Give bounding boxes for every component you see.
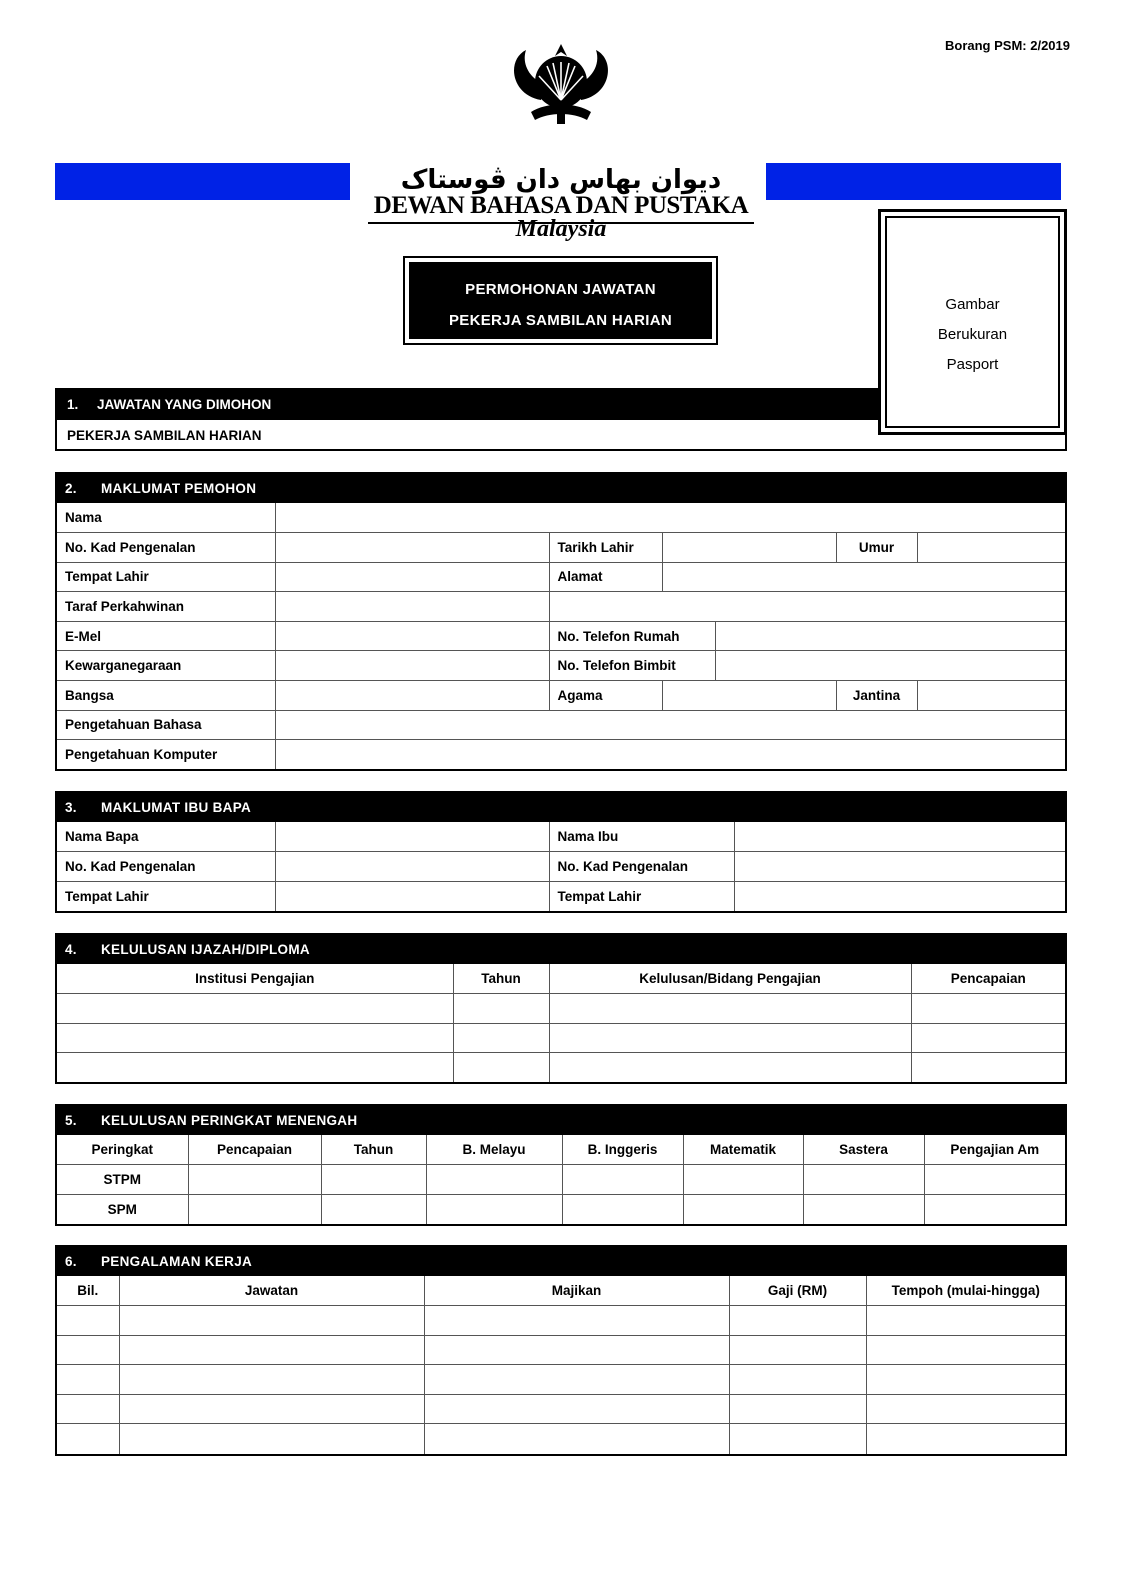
form-title-box <box>403 256 718 345</box>
cell[interactable] <box>119 1365 424 1395</box>
table-row <box>57 1194 1065 1224</box>
section-6-pengalaman <box>55 1245 1067 1456</box>
table-row <box>57 994 1065 1024</box>
photo-box[interactable] <box>878 209 1067 435</box>
label-tel-bimbit: No. Telefon Bimbit <box>549 651 715 681</box>
section-3-title: MAKLUMAT IBU BAPA <box>101 800 252 815</box>
form-title-line1: PERMOHONAN JAWATAN <box>465 281 656 298</box>
table-row <box>57 1365 1065 1395</box>
cell[interactable] <box>453 1023 549 1053</box>
cell[interactable] <box>803 1165 924 1195</box>
cell[interactable] <box>424 1306 729 1336</box>
section-4-ijazah <box>55 933 1067 1084</box>
cell[interactable] <box>424 1424 729 1454</box>
form-title-line2: PEKERJA SAMBILAN HARIAN <box>448 312 673 329</box>
row-label-stpm: STPM <box>57 1165 188 1195</box>
field-taraf[interactable] <box>275 592 549 622</box>
cell[interactable] <box>549 994 911 1024</box>
table-row <box>57 1424 1065 1454</box>
logo-jawi-text: ديوان بهاس دان ڤوستاک <box>400 165 722 195</box>
cell[interactable] <box>57 1394 119 1424</box>
left-blue-bar <box>55 163 350 200</box>
cell[interactable] <box>924 1165 1065 1195</box>
section-6-header <box>57 1247 1065 1276</box>
label-kewarganegaraan: Kewarganegaraan <box>57 651 275 681</box>
section-3-number: 3. <box>65 800 77 815</box>
cell[interactable] <box>426 1194 562 1224</box>
label-nama-bapa: Nama Bapa <box>57 822 275 852</box>
logo-sub-text: Malaysia <box>515 216 607 242</box>
label-alamat: Alamat <box>549 562 662 592</box>
col-peringkat: Peringkat <box>57 1135 188 1165</box>
cell[interactable] <box>453 994 549 1024</box>
col-matematik: Matematik <box>683 1135 803 1165</box>
cell[interactable] <box>866 1306 1065 1336</box>
cell[interactable] <box>729 1424 866 1454</box>
section-1-title: JAWATAN YANG DIMOHON <box>97 397 272 412</box>
cell[interactable] <box>729 1394 866 1424</box>
field-tel-rumah[interactable] <box>715 621 1065 651</box>
section-2-maklumat-pemohon <box>55 472 1067 771</box>
cell[interactable] <box>729 1335 866 1365</box>
table-row <box>57 1023 1065 1053</box>
cell[interactable] <box>424 1365 729 1395</box>
col-bil: Bil. <box>57 1276 119 1306</box>
table-row <box>57 1306 1065 1336</box>
label-tempat-lahir: Tempat Lahir <box>57 562 275 592</box>
cell[interactable] <box>866 1335 1065 1365</box>
cell[interactable] <box>911 1023 1065 1053</box>
field-ic[interactable] <box>275 533 549 563</box>
cell[interactable] <box>424 1394 729 1424</box>
photo-label-1: Gambar <box>945 296 1000 313</box>
cell[interactable] <box>57 994 453 1024</box>
label-tl-bapa: Tempat Lahir <box>57 881 275 911</box>
emblem-icon <box>501 40 621 135</box>
field-kewarganegaraan[interactable] <box>275 651 549 681</box>
cell[interactable] <box>119 1424 424 1454</box>
col-tempoh: Tempoh (mulai-hingga) <box>866 1276 1065 1306</box>
cell[interactable] <box>321 1194 426 1224</box>
label-nama: Nama <box>57 503 275 533</box>
cell[interactable] <box>683 1194 803 1224</box>
field-emel[interactable] <box>275 621 549 651</box>
section-5-header <box>57 1106 1065 1135</box>
cell[interactable] <box>57 1023 453 1053</box>
logo-name-text: DEWAN BAHASA DAN PUSTAKA <box>373 192 749 219</box>
cell[interactable] <box>803 1194 924 1224</box>
label-umur: Umur <box>836 533 917 563</box>
experience-table <box>57 1276 1065 1454</box>
cell[interactable] <box>57 1335 119 1365</box>
section-3-header <box>57 793 1065 822</box>
jawatan-value: PEKERJA SAMBILAN HARIAN <box>67 428 262 443</box>
field-alamat[interactable] <box>662 562 1065 592</box>
cell[interactable] <box>119 1306 424 1336</box>
col-gaji: Gaji (RM) <box>729 1276 866 1306</box>
col-pengajian-am: Pengajian Am <box>924 1135 1065 1165</box>
cell[interactable] <box>426 1165 562 1195</box>
section-4-header <box>57 935 1065 964</box>
applicant-table <box>57 503 1065 769</box>
section-6-number: 6. <box>65 1254 77 1269</box>
field-umur[interactable] <box>917 533 1065 563</box>
field-tl-bapa[interactable] <box>275 881 549 911</box>
row-label-spm: SPM <box>57 1194 188 1224</box>
section-5-title: KELULUSAN PERINGKAT MENENGAH <box>101 1113 358 1128</box>
section-4-title: KELULUSAN IJAZAH/DIPLOMA <box>101 942 310 957</box>
cell[interactable] <box>562 1194 683 1224</box>
col-binggeris: B. Inggeris <box>562 1135 683 1165</box>
table-row <box>57 1394 1065 1424</box>
form-code: Borang PSM: 2/2019 <box>945 38 1070 53</box>
cell[interactable] <box>549 1053 911 1083</box>
field-nama-ibu[interactable] <box>734 822 1065 852</box>
label-tarikh-lahir: Tarikh Lahir <box>549 533 662 563</box>
label-bahasa: Pengetahuan Bahasa <box>57 710 275 740</box>
cell[interactable] <box>866 1365 1065 1395</box>
field-tempat-lahir[interactable] <box>275 562 549 592</box>
cell[interactable] <box>683 1165 803 1195</box>
section-6-title: PENGALAMAN KERJA <box>101 1254 253 1269</box>
col-sastera: Sastera <box>803 1135 924 1165</box>
label-komputer: Pengetahuan Komputer <box>57 740 275 770</box>
label-nama-ibu: Nama Ibu <box>549 822 734 852</box>
photo-label-3: Pasport <box>946 356 999 373</box>
label-tel-rumah: No. Telefon Rumah <box>549 621 715 651</box>
col-institusi: Institusi Pengajian <box>57 964 453 994</box>
cell[interactable] <box>57 1306 119 1336</box>
section-5-menengah <box>55 1104 1067 1226</box>
section-2-title: MAKLUMAT PEMOHON <box>101 481 257 496</box>
field-alamat-cont[interactable] <box>549 592 1065 622</box>
field-tarikh-lahir[interactable] <box>662 533 836 563</box>
cell[interactable] <box>911 1053 1065 1083</box>
section-5-number: 5. <box>65 1113 77 1128</box>
cell[interactable] <box>911 994 1065 1024</box>
secondary-table <box>57 1135 1065 1224</box>
field-ic-bapa[interactable] <box>275 852 549 882</box>
col-pencapaian: Pencapaian <box>911 964 1065 994</box>
cell[interactable] <box>57 1053 453 1083</box>
label-ic-ibu: No. Kad Pengenalan <box>549 852 734 882</box>
label-agama: Agama <box>549 681 662 711</box>
cell[interactable] <box>188 1165 321 1195</box>
cell[interactable] <box>562 1165 683 1195</box>
label-emel: E-Mel <box>57 621 275 651</box>
degree-table <box>57 964 1065 1082</box>
section-4-number: 4. <box>65 942 77 957</box>
cell[interactable] <box>188 1194 321 1224</box>
section-3-ibu-bapa <box>55 791 1067 913</box>
cell[interactable] <box>119 1394 424 1424</box>
label-ic-bapa: No. Kad Pengenalan <box>57 852 275 882</box>
cell[interactable] <box>866 1424 1065 1454</box>
table-row <box>57 1335 1065 1365</box>
table-row <box>57 1053 1065 1083</box>
right-blue-bar <box>766 163 1061 200</box>
label-jantina: Jantina <box>836 681 917 711</box>
field-nama[interactable] <box>275 503 1065 533</box>
parents-table <box>57 822 1065 911</box>
field-jantina[interactable] <box>917 681 1065 711</box>
cell[interactable] <box>729 1306 866 1336</box>
dbp-logo <box>366 40 756 242</box>
col-tahun: Tahun <box>453 964 549 994</box>
field-bangsa[interactable] <box>275 681 549 711</box>
cell[interactable] <box>119 1335 424 1365</box>
photo-label-2: Berukuran <box>937 326 1008 343</box>
field-nama-bapa[interactable] <box>275 822 549 852</box>
field-agama[interactable] <box>662 681 836 711</box>
table-row <box>57 1165 1065 1195</box>
col-tahun: Tahun <box>321 1135 426 1165</box>
cell[interactable] <box>729 1365 866 1395</box>
col-pencapaian: Pencapaian <box>188 1135 321 1165</box>
label-taraf: Taraf Perkahwinan <box>57 592 275 622</box>
col-jawatan: Jawatan <box>119 1276 424 1306</box>
label-ic: No. Kad Pengenalan <box>57 533 275 563</box>
section-2-number: 2. <box>65 481 77 496</box>
cell[interactable] <box>866 1394 1065 1424</box>
cell[interactable] <box>549 1023 911 1053</box>
label-tl-ibu: Tempat Lahir <box>549 881 734 911</box>
field-tl-ibu[interactable] <box>734 881 1065 911</box>
cell[interactable] <box>924 1194 1065 1224</box>
section-1-number: 1. <box>67 397 79 412</box>
field-komputer[interactable] <box>275 740 1065 770</box>
section-2-header <box>57 474 1065 503</box>
field-bahasa[interactable] <box>275 710 1065 740</box>
cell[interactable] <box>424 1335 729 1365</box>
label-bangsa: Bangsa <box>57 681 275 711</box>
cell[interactable] <box>453 1053 549 1083</box>
field-tel-bimbit[interactable] <box>715 651 1065 681</box>
col-bmelayu: B. Melayu <box>426 1135 562 1165</box>
cell[interactable] <box>321 1165 426 1195</box>
field-ic-ibu[interactable] <box>734 852 1065 882</box>
cell[interactable] <box>57 1365 119 1395</box>
cell[interactable] <box>57 1424 119 1454</box>
col-kelulusan: Kelulusan/Bidang Pengajian <box>549 964 911 994</box>
col-majikan: Majikan <box>424 1276 729 1306</box>
